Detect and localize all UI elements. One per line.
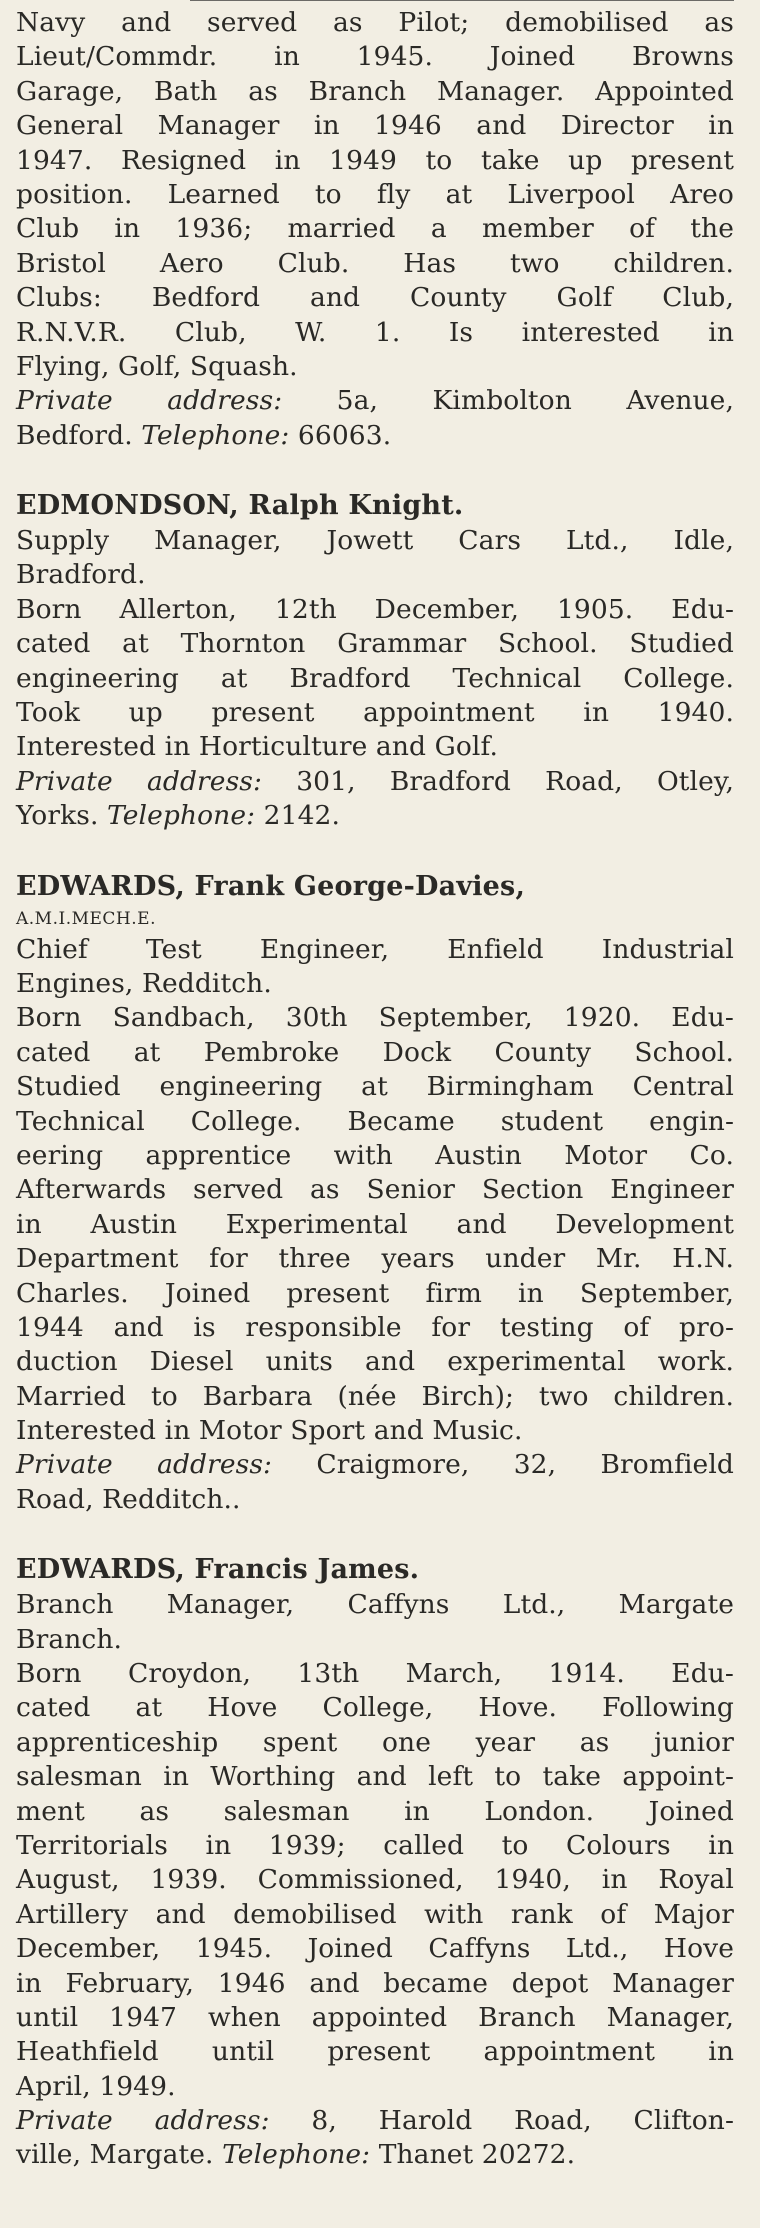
text-line	[16, 1414, 734, 1448]
line-text: Charles. Joined present firm in September,	[16, 1277, 734, 1309]
text-line	[16, 1588, 734, 1622]
text-line	[16, 593, 734, 627]
text-line	[16, 316, 734, 350]
text-line	[16, 1898, 734, 1932]
line-text: 301, Bradford Road, Otley,	[262, 765, 734, 797]
text-line	[16, 933, 734, 967]
address-label: Private address:	[16, 2105, 270, 2137]
telephone-label: Telephone:	[107, 800, 256, 832]
text-line	[16, 350, 734, 384]
text-line	[16, 109, 734, 143]
line-text: General Manager in 1946 and Director in	[16, 110, 734, 142]
text-line	[16, 765, 734, 799]
text-line	[16, 967, 734, 1001]
line-text: Born Croydon, 13th March, 1914. Edu-	[16, 1658, 734, 1690]
telephone-label: Telephone:	[222, 2139, 371, 2171]
text-line	[16, 1242, 734, 1276]
line-text: Navy and served as Pilot; demobilised as	[16, 7, 734, 38]
entry-qualification: A.M.I.MECH.E.	[16, 908, 156, 929]
line-text: August, 1939. Commissioned, 1940, in Royal	[16, 1864, 734, 1896]
line-text: Bradford.	[16, 559, 146, 591]
text-line	[16, 1105, 734, 1139]
text-line	[16, 627, 734, 661]
text-line	[16, 281, 734, 315]
line-text: 5a, Kimbolton Avenue,	[282, 385, 734, 417]
entry-heading: EDMONDSON, Ralph Knight.	[16, 490, 464, 522]
text-line	[16, 1277, 734, 1311]
line-text: Born Sandbach, 30th September, 1920. Edu-	[16, 1002, 734, 1034]
entry	[16, 1552, 734, 2173]
line-text: December, 1945. Joined Caffyns Ltd., Hove	[16, 1933, 734, 1965]
entries-list	[16, 6, 734, 2173]
text-line	[16, 75, 734, 109]
text-line	[16, 178, 734, 212]
entry-heading: EDWARDS, Francis James.	[16, 1554, 420, 1586]
text-line	[16, 1829, 734, 1863]
line-text: eering apprentice with Austin Motor Co.	[16, 1139, 734, 1171]
text-line	[16, 247, 734, 281]
top-rule	[190, 0, 734, 1]
text-line	[16, 1070, 734, 1104]
line-text: Flying, Golf, Squash.	[16, 350, 298, 382]
text-line	[16, 1173, 734, 1207]
line-text: Engines, Redditch.	[16, 967, 272, 999]
line-text: ment as salesman in London. Joined	[16, 1795, 734, 1827]
text-line	[16, 2035, 734, 2069]
text-line	[16, 1863, 734, 1897]
telephone-number: Thanet 20272.	[370, 2139, 576, 2171]
line-text: salesman in Worthing and left to take appoint-	[16, 1761, 734, 1793]
address-label: Private address:	[16, 385, 283, 417]
line-text: Heathfield until present appointment in	[16, 2036, 734, 2068]
entry-heading: EDWARDS, Frank George-Davies,	[16, 870, 526, 902]
text-line	[16, 1657, 734, 1691]
text-line	[16, 799, 734, 833]
line-text: R.N.V.R. Club, W. 1. Is interested in	[16, 316, 734, 348]
line-text: Yorks.	[16, 800, 108, 832]
line-text: Chief Test Engineer, Enfield Industrial	[16, 933, 734, 965]
text-line	[16, 1795, 734, 1829]
line-text: in Austin Experimental and Development	[16, 1208, 734, 1240]
text-line	[16, 1380, 734, 1414]
line-text: Technical College. Became student engin-	[16, 1105, 734, 1137]
entry	[16, 6, 734, 453]
text-line	[16, 1691, 734, 1725]
line-text: Artillery and demobilised with rank of Major	[16, 1898, 734, 1930]
line-text: Garage, Bath as Branch Manager. Appointed	[16, 75, 734, 107]
telephone-label: Telephone:	[141, 419, 290, 451]
line-text: Born Allerton, 12th December, 1905. Edu-	[16, 593, 734, 625]
text-line	[16, 2104, 734, 2138]
text-line	[16, 1726, 734, 1760]
line-text: 1947. Resigned in 1949 to take up present	[16, 144, 734, 176]
line-text: duction Diesel units and experimental work.	[16, 1346, 734, 1378]
line-text: Bedford.	[16, 419, 142, 451]
line-text: Club in 1936; married a member of the	[16, 213, 734, 245]
text-line	[16, 6, 734, 40]
address-label: Private address:	[16, 765, 262, 797]
line-text: apprenticeship spent one year as junior	[16, 1726, 734, 1758]
line-text: Lieut/Commdr. in 1945. Joined Browns	[16, 41, 734, 73]
line-text: Studied engineering at Birmingham Central	[16, 1071, 734, 1103]
text-line	[16, 1139, 734, 1173]
entry	[16, 488, 734, 834]
line-text: April, 1949.	[16, 2070, 176, 2102]
text-line	[16, 2070, 734, 2104]
line-text: engineering at Bradford Technical College.	[16, 662, 734, 694]
text-line	[16, 2001, 734, 2035]
text-line	[16, 1001, 734, 1035]
line-text: Interested in Horticulture and Golf.	[16, 731, 498, 763]
line-text: Married to Barbara (née Birch); two children.	[16, 1380, 734, 1412]
line-text: Branch Manager, Caffyns Ltd., Margate	[16, 1589, 734, 1621]
line-text: until 1947 when appointed Branch Manager,	[16, 2001, 734, 2033]
text-line	[16, 1345, 734, 1379]
text-line	[16, 1760, 734, 1794]
line-text: Craigmore, 32, Bromfield	[272, 1449, 734, 1481]
text-line	[16, 696, 734, 730]
text-line	[16, 1208, 734, 1242]
line-text: ville, Margate.	[16, 2139, 223, 2171]
line-text: position. Learned to fly at Liverpool Areo	[16, 178, 734, 210]
text-line	[16, 662, 734, 696]
text-line	[16, 212, 734, 246]
line-text: in February, 1946 and became depot Manager	[16, 1967, 734, 1999]
line-text: Clubs: Bedford and County Golf Club,	[16, 282, 734, 314]
text-line	[16, 558, 734, 592]
line-text: Department for three years under Mr. H.N.	[16, 1243, 734, 1275]
line-text: 1944 and is responsible for testing of pro-	[16, 1311, 734, 1343]
line-text: Road, Redditch..	[16, 1483, 241, 1515]
entry	[16, 869, 734, 1518]
line-text: Bristol Aero Club. Has two children.	[16, 247, 734, 279]
text-line	[16, 1932, 734, 1966]
line-text: cated at Thornton Grammar School. Studied	[16, 628, 734, 660]
text-line	[16, 144, 734, 178]
text-line	[16, 40, 734, 74]
line-text: Took up present appointment in 1940.	[16, 697, 734, 729]
line-text: Supply Manager, Jowett Cars Ltd., Idle,	[16, 525, 734, 557]
text-line	[16, 1623, 734, 1657]
line-text: Interested in Motor Sport and Music.	[16, 1415, 523, 1447]
telephone-number: 66063.	[289, 419, 392, 451]
line-text: Territorials in 1939; called to Colours in	[16, 1829, 734, 1861]
text-line	[16, 419, 734, 453]
text-line	[16, 1448, 734, 1482]
line-text: Afterwards served as Senior Section Engineer	[16, 1174, 734, 1206]
telephone-number: 2142.	[255, 800, 341, 832]
text-line	[16, 1311, 734, 1345]
text-line	[16, 384, 734, 418]
line-text: 8, Harold Road, Clifton-	[269, 2105, 734, 2137]
text-line	[16, 1483, 734, 1517]
line-text: Branch.	[16, 1623, 123, 1655]
text-line	[16, 1036, 734, 1070]
text-line	[16, 1967, 734, 2001]
line-text: cated at Pembroke Dock County School.	[16, 1036, 734, 1068]
line-text: cated at Hove College, Hove. Following	[16, 1692, 734, 1724]
address-label: Private address:	[16, 1449, 273, 1481]
text-line	[16, 2138, 734, 2172]
text-line	[16, 730, 734, 764]
text-line	[16, 524, 734, 558]
